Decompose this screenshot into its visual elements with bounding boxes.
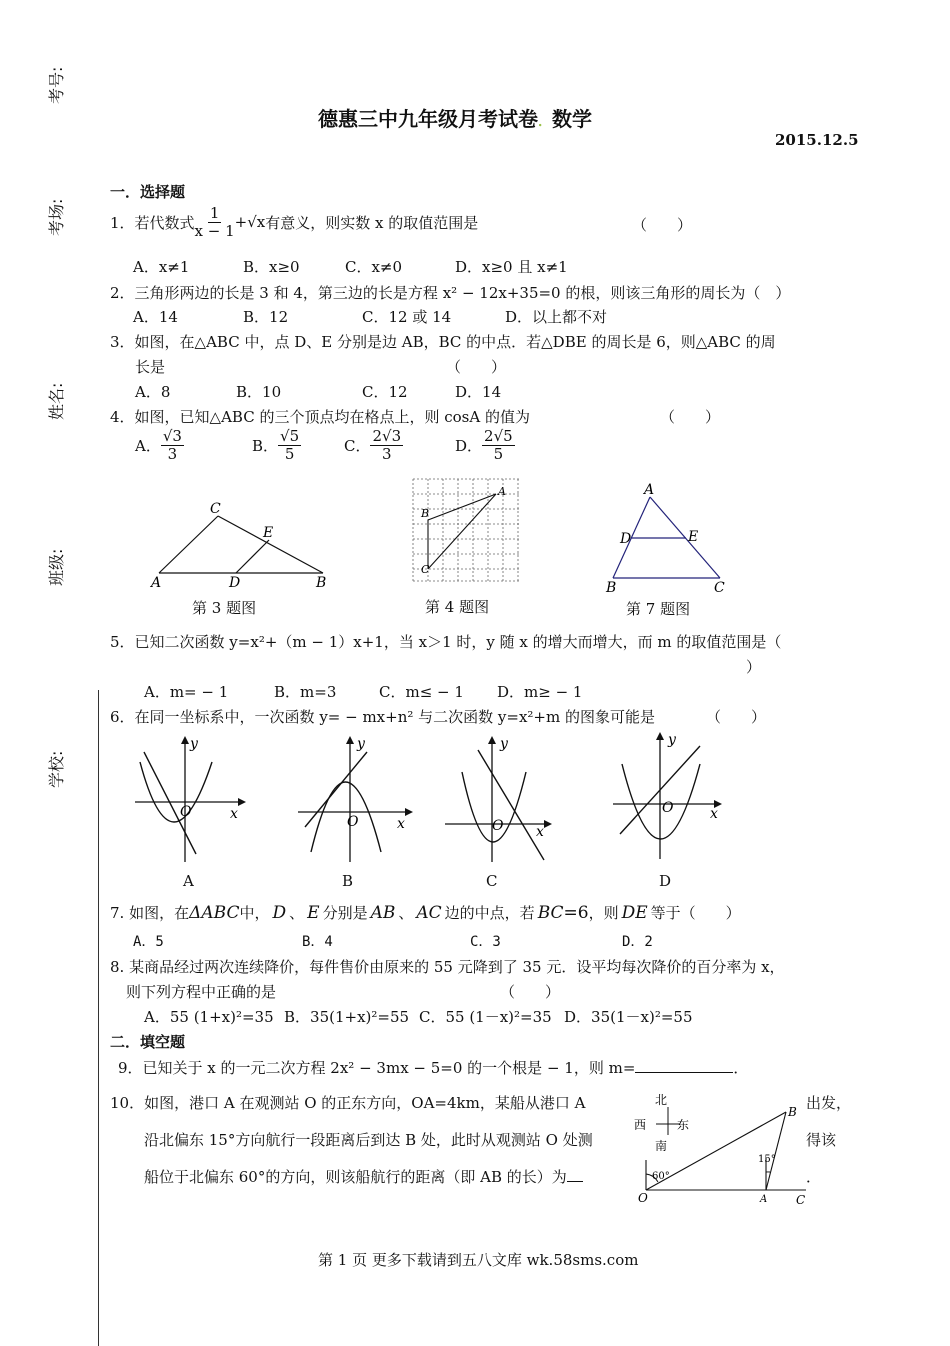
fig3-label-e: E [263,525,274,541]
q6-answer-paren: （ ） [706,708,767,726]
q1-sqrt: √x [247,213,266,231]
q4-b-num: √5 [280,427,300,445]
side-label-school: 学校: [47,750,66,788]
question-2: 2．三角形两边的长是 3 和 4，第三边的长是方程 x² − 12x+35=0 的根，则该三角形的周长为（ ） [110,284,791,302]
q1-option-c: C．x≠0 [345,258,403,276]
q7-triangle: ΔABC [189,903,240,923]
q4-b-label: B． [252,436,279,455]
q8-option-c: C．55 (1－x)²=35 [419,1008,552,1026]
q6-graph-a [130,732,250,867]
fig4-label-a: A [498,485,506,498]
q4-option-c [344,428,403,462]
q4-c-den: 3 [382,444,392,463]
page-title: 德惠三中九年级月考试卷．数学 [318,107,592,131]
q9-text: 9．已知关于 x 的一元二次方程 2x² − 3mx − 5=0 的一个根是 − 1，则 m= [118,1059,636,1077]
q7-prefix: 7. 如图，在 [110,904,190,922]
q10-answer-blank[interactable] [567,1181,583,1182]
q6-label-d: D [659,872,672,890]
q7-option-d: D．2 [622,934,653,950]
q7-sep2: 、 [398,904,414,922]
q6-graph-c [440,732,565,867]
fig10-label-o: O [638,1191,648,1205]
q7-ac: AC [416,903,442,923]
q4-d-num: 2√5 [484,427,513,445]
caption-fig7: 第 7 题图 [626,600,691,618]
exam-date: 2015.12.5 [775,131,859,149]
q6-label-c: C [486,872,498,890]
side-label-name: 姓名: [47,382,66,420]
fig4-label-b: B [421,507,430,520]
q7-de: DE [621,903,648,923]
q6c-x: x [536,824,544,840]
caption-fig4: 第 4 题图 [425,598,490,616]
question-3-line1: 3．如图，在△ABC 中，点 D、E 分别是边 AB，BC 的中点．若△DBE 的周长是 6，则△ABC 的周 [110,333,776,351]
q4-a-label: A． [135,436,161,455]
q1-frac-num: 1 [209,204,220,222]
q2-option-b: B．12 [243,308,289,326]
q4-a-frac [161,428,184,462]
section-heading-fill: 二．填空题 [110,1033,186,1051]
q1-option-a: A．x≠1 [133,258,190,276]
caption-fig3: 第 3 题图 [192,599,257,617]
fig10-label-c: C [796,1193,806,1207]
figure-q7-triangle [600,480,735,595]
fig7-label-a: A [644,482,655,498]
q4-option-a [135,428,184,462]
compass-east: 东 [677,1118,690,1132]
q6b-y: y [357,736,365,752]
q5-option-b: B．m=3 [274,683,337,701]
fig4-label-c: C [421,563,430,576]
question-8-line2: 则下列方程中正确的是 [126,983,277,1001]
q4-b-frac [278,428,301,462]
question-3-line2: 长是 [135,358,166,376]
q9-answer-blank[interactable] [635,1072,733,1073]
q6c-o: O [492,818,504,834]
q8-answer-paren: （ ） [500,983,561,1001]
q6a-x: x [230,806,238,822]
fig7-label-b: B [606,580,617,595]
q5-option-d: D．m≥ − 1 [497,683,583,701]
section-heading-choice: 一．选择题 [110,183,186,201]
q7-mid4: ，则 [588,904,619,922]
q5-close-paren: ） [746,658,762,676]
fig3-label-b: B [316,575,327,591]
question-8-line1: 8. 某商品经过两次连续降价，每件售价由原来的 55 元降到了 35 元．设平均每次降价的百分率为 x， [110,958,785,976]
question-9 [118,1057,748,1078]
side-label-exam-no: 考号: [47,66,66,104]
q3-option-b: B．10 [236,383,282,401]
side-label-class: 班级: [47,548,66,586]
fig7-label-d: D [620,531,632,547]
q8-option-a: A．55 (1+x)²=35 [144,1008,274,1026]
q4-option-b [252,428,301,462]
q10-line3-text: 船位于北偏东 60°的方向，则该船航行的距离（即 AB 的长）为 [144,1168,567,1186]
q7-suffix: 等于（ ） [650,904,741,922]
q4-d-den: 5 [493,444,504,463]
fig10-label-a: A [760,1194,768,1205]
q1-frac-den: x − 1 [194,221,235,240]
q8-option-b: B．35(1+x)²=55 [284,1008,410,1026]
compass-west: 西 [634,1118,647,1132]
title-main: 德惠三中九年级月考试卷 [318,107,538,131]
q1-suffix: 有意义，则实数 x 的取值范围是 [265,213,479,232]
q6a-y: y [190,736,198,752]
q7-eq: =6 [563,903,589,923]
q6-label-a: A [183,872,194,890]
q1-answer-paren: （ ） [632,216,693,234]
q6-graph-b [293,732,418,867]
figure-q10 [628,1090,808,1210]
q4-d-label: D． [455,436,483,455]
question-10-line2-end: 得该 [806,1131,837,1149]
q7-mid3: 边的中点，若 [444,904,535,922]
q6a-o: O [180,804,192,820]
figure-q4-grid [408,475,528,587]
page-footer: 第 1 页 更多下载请到五八文库 wk.58sms.com [318,1251,639,1269]
q2-option-d: D．以上都不对 [505,308,608,326]
q4-c-label: C． [344,436,371,455]
q4-c-num: 2√3 [372,427,402,445]
fig3-label-a: A [151,575,162,591]
q6c-y: y [500,736,508,752]
q2-option-a: A．14 [133,308,178,326]
q6-graph-d [608,724,733,864]
q7-sep1: 、 [289,904,305,922]
q6d-x: x [710,806,718,822]
q7-ab: AB [370,903,396,923]
q2-option-c: C．12 或 14 [362,308,452,326]
q3-answer-paren: （ ） [446,358,507,376]
q9-end: ． [733,1059,749,1077]
fig3-label-d: D [229,575,241,591]
side-label-exam-room: 考场: [47,198,66,236]
q4-a-num: √3 [162,427,182,445]
q5-option-c: C．m≤ − 1 [379,683,464,701]
q7-option-a: A．5 [133,934,164,950]
fig7-label-c: C [714,580,725,595]
angle-60: 60° [652,1171,670,1182]
q1-option-b: B．x≥0 [243,258,300,276]
q7-option-b: B．4 [302,934,333,950]
q6d-o: O [662,800,674,816]
title-subject: 数学 [552,107,592,131]
q3-option-a: A．8 [135,383,171,401]
question-7 [110,902,741,923]
q3-option-d: D．14 [455,383,502,401]
question-10-line3-end: ． [806,1168,822,1186]
fig3-label-c: C [210,501,221,517]
q3-option-c: C．12 [362,383,408,401]
question-10-line3 [144,1166,583,1187]
q6-label-b: B [342,872,354,890]
fig10-label-b: B [788,1105,797,1119]
compass-south: 南 [655,1139,668,1153]
q7-e: E [307,903,320,923]
binding-line [98,690,99,1346]
question-10-line1: 10．如图，港口 A 在观测站 O 的正东方向，OA=4km，某船从港口 A [110,1094,586,1112]
question-6: 6．在同一坐标系中，一次函数 y= − mx+n² 与二次函数 y=x²+m 的图象可能是 [110,708,655,726]
q6d-y: y [668,732,676,748]
q7-mid1: 中， [239,904,270,922]
q7-bc: BC [537,903,564,923]
q4-b-den: 5 [284,444,295,463]
q4-option-d [455,428,515,462]
question-10-line1-end: 出发， [806,1094,852,1112]
q4-c-frac [370,428,403,462]
q7-option-c: C．3 [470,934,501,950]
q1-fraction [195,205,235,239]
q6b-x: x [397,816,405,832]
q4-answer-paren: （ ） [660,408,721,426]
q7-d: D [272,903,287,923]
question-5: 5．已知二次函数 y=x²+（m − 1）x+1，当 x＞1 时，y 随 x 的增大而增大，而 m 的取值范围是（ [110,633,782,651]
question-4: 4．如图，已知△ABC 的三个顶点均在格点上，则 cosA 的值为 [110,408,530,426]
q6b-o: O [347,814,359,830]
q1-option-d: D．x≥0 且 x≠1 [455,258,568,276]
q4-a-den: 3 [167,444,178,463]
q1-prefix: 1．若代数式 [110,213,195,232]
q5-option-a: A．m= − 1 [144,683,229,701]
fig7-label-e: E [688,529,699,545]
q7-mid2: 分别是 [322,904,368,922]
q4-d-frac [482,428,515,462]
q1-plus: + [234,213,248,231]
q8-option-d: D．35(1－x)²=55 [564,1008,693,1026]
question-1 [110,205,478,239]
figure-q3-triangle [145,495,345,595]
compass-north: 北 [655,1093,668,1107]
question-10-line2: 沿北偏东 15°方向航行一段距离后到达 B 处，此时从观测站 O 处测 [144,1131,593,1149]
angle-15: 15° [758,1154,776,1165]
